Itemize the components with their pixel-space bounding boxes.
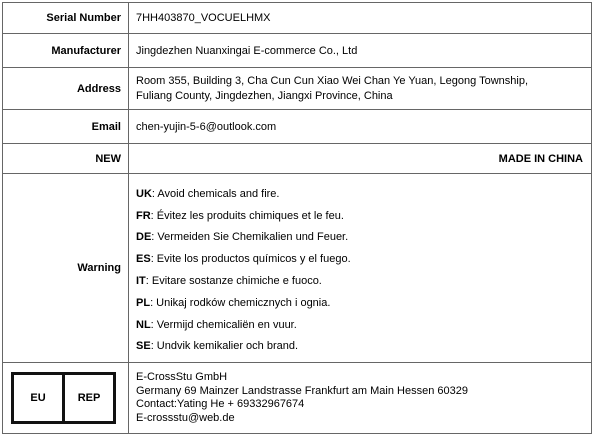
eu-rep-badge-right: REP [62, 375, 113, 421]
warning-list [136, 178, 585, 358]
warning-item-es [136, 249, 585, 271]
address-row [3, 68, 592, 110]
warning-item-it [136, 271, 585, 293]
address-line-2: Fuliang County, Jingdezhen, Jiangxi Province, China [136, 89, 393, 102]
manufacturer-row [3, 34, 592, 68]
eu-rep-address: Germany 69 Mainzer Landstrasse Frankfurt am Main Hessen 60329 [136, 384, 468, 397]
warning-code: IT [136, 275, 146, 287]
warning-text: : Evite los productos químicos y el fuego. [150, 253, 351, 266]
warning-item-de [136, 227, 585, 249]
serial-number-label: Serial Number [3, 3, 129, 34]
warning-code: DE [136, 231, 152, 244]
warning-value [129, 174, 592, 363]
warning-row [3, 174, 592, 363]
eu-rep-badge [11, 372, 116, 424]
new-label: NEW [3, 144, 129, 174]
warning-item-uk [136, 184, 585, 206]
eu-rep-details [129, 363, 592, 434]
address-value [129, 68, 592, 110]
warning-text: : Avoid chemicals and fire. [151, 187, 280, 200]
warning-code: UK [136, 187, 152, 200]
warning-code: ES [136, 253, 151, 266]
warning-text: : Vermijd chemicaliën en vuur. [150, 318, 297, 331]
warning-text: : Vermeiden Sie Chemikalien und Feuer. [151, 231, 349, 244]
warning-item-fr [136, 206, 585, 228]
warning-item-se [136, 336, 585, 358]
eu-rep-badge-cell [3, 363, 129, 434]
warning-item-nl [136, 315, 585, 337]
eu-rep-row [3, 363, 592, 434]
manufacturer-label: Manufacturer [3, 34, 129, 68]
manufacturer-value: Jingdezhen Nuanxingai E-commerce Co., Ltd [129, 34, 592, 68]
warning-text: : Undvik kemikalier och brand. [150, 340, 299, 353]
warning-text: : Unikaj rodków chemicznych i ognia. [150, 296, 331, 309]
address-line-1: Room 355, Building 3, Cha Cun Cun Xiao Wei Chan Ye Yuan, Legong Township, [136, 74, 528, 87]
warning-item-pl [136, 293, 585, 315]
warning-label: Warning [3, 174, 129, 363]
eu-rep-email: E-crossstu@web.de [136, 411, 235, 424]
serial-number-value: 7HH403870_VOCUELHMX [129, 3, 592, 34]
eu-rep-badge-left: EU [30, 392, 46, 404]
warning-text: : Evitare sostanze chimiche e fuoco. [145, 275, 322, 287]
address-label: Address [3, 68, 129, 110]
email-label: Email [3, 110, 129, 144]
origin-label: MADE IN CHINA [129, 144, 592, 174]
email-row [3, 110, 592, 144]
warning-code: PL [136, 296, 151, 309]
warning-code: NL [136, 318, 151, 331]
eu-rep-company: E-CrossStu GmbH [136, 371, 228, 383]
eu-rep-contact: Contact:Yating He + 69332967674 [136, 398, 305, 410]
warning-text: : Évitez les produits chimiques et le feu. [150, 209, 344, 222]
warning-code: FR [136, 209, 151, 222]
serial-number-row [3, 3, 592, 34]
email-value: chen-yujin-5-6@outlook.com [129, 110, 592, 144]
status-row [3, 144, 592, 174]
warning-code: SE [136, 340, 151, 353]
product-label-table [2, 2, 592, 434]
